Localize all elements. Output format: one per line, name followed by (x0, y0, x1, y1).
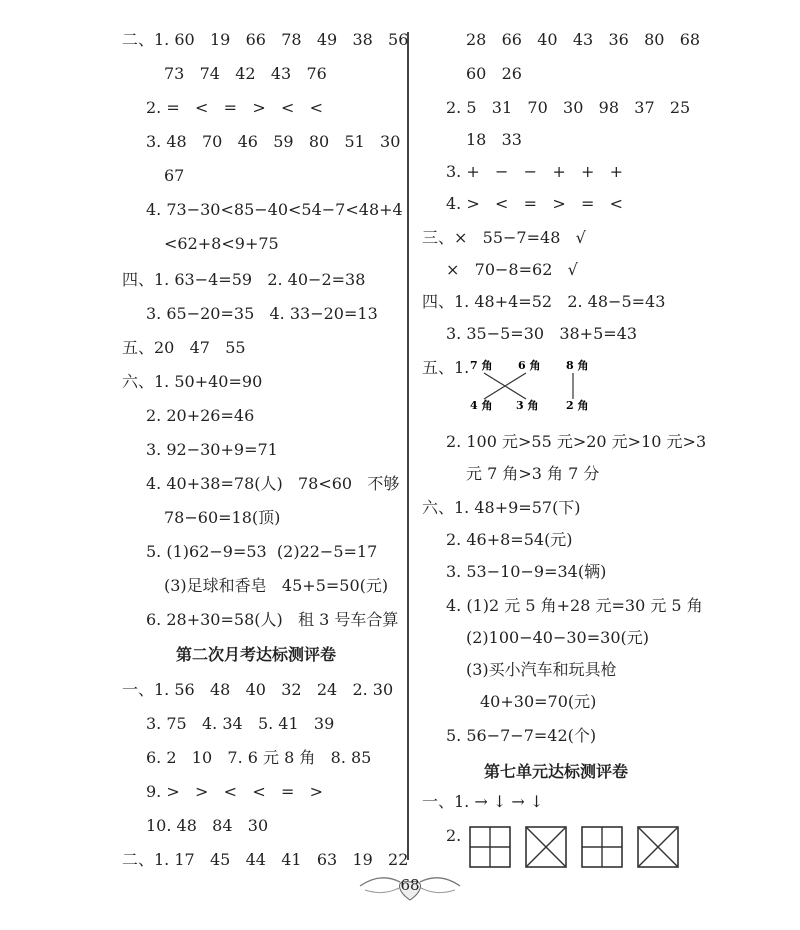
left-line: 四、1. 63−4=59 2. 40−2=38 (122, 270, 366, 289)
left-line: 3. 92−30+9=71 (146, 440, 278, 459)
left-line: 六、1. 50+40=90 (122, 372, 263, 391)
right-line: 三、× 55−7=48 √ (422, 228, 586, 247)
right-line: 3. + − − + + + (446, 162, 624, 181)
right-line: (2)100−40−30=30(元) (466, 628, 649, 647)
left-line: 9. > > < < = > (146, 782, 324, 801)
right-line: 2. 5 31 70 30 98 37 25 (446, 98, 691, 117)
matching-figure (462, 355, 602, 417)
right-line: 六、1. 48+9=57(下) (422, 498, 581, 517)
label-7-jiao: 7 角 (470, 359, 493, 372)
right-line: 3. 35−5=30 38+5=43 (446, 324, 638, 343)
left-line: 6. 28+30=58(人) 租 3 号车合算 (146, 610, 399, 629)
right-line: (3)买小汽车和玩具枪 (466, 660, 617, 679)
page-footer (355, 866, 465, 906)
square-diagonals (638, 827, 678, 867)
left-line: 五、20 47 55 (122, 338, 246, 357)
right-line: 五、1. (422, 358, 470, 377)
right-line: 40+30=70(元) (480, 692, 597, 711)
left-line: 2. = < = > < < (146, 98, 324, 117)
column-divider (407, 32, 409, 860)
label-8-jiao: 8 角 (566, 359, 589, 372)
left-line: 3. 48 70 46 59 80 51 30 (146, 132, 401, 151)
right-line: 元 7 角>3 角 7 分 (466, 464, 600, 483)
right-line: 2. 46+8=54(元) (446, 530, 573, 549)
right-line: 2. (446, 826, 462, 845)
page-number: 68 (400, 876, 420, 894)
right-line: 一、1. → ↓ → ↓ (422, 792, 544, 811)
left-line: 67 (164, 166, 185, 185)
left-line: <62+8<9+75 (164, 234, 279, 253)
left-line: 一、1. 56 48 40 32 24 2. 30 (122, 680, 394, 699)
left-line: 5. (1)62−9=53 (2)22−5=17 (146, 542, 378, 561)
right-line: 四、1. 48+4=52 2. 48−5=43 (422, 292, 666, 311)
left-line: 6. 2 10 7. 6 元 8 角 8. 85 (146, 748, 372, 767)
label-6-jiao: 6 角 (518, 359, 541, 372)
left-line: 4. 73−30<85−40<54−7<48+4 (146, 200, 403, 219)
section-heading: 第七单元达标测评卷 (484, 762, 629, 781)
section-heading: 第二次月考达标测评卷 (176, 645, 337, 664)
left-line: (3)足球和香皂 45+5=50(元) (164, 576, 389, 595)
left-line: 二、1. 17 45 44 41 63 19 22 (122, 850, 409, 869)
right-line: 4. (1)2 元 5 角+28 元=30 元 5 角 (446, 596, 703, 615)
right-line: 60 26 (466, 64, 522, 83)
left-line: 3. 75 4. 34 5. 41 39 (146, 714, 335, 733)
left-line: 二、1. 60 19 66 78 49 38 56 (122, 30, 409, 49)
label-2-jiao: 2 角 (566, 399, 589, 412)
left-line: 10. 48 84 30 (146, 816, 269, 835)
right-line: × 70−8=62 √ (446, 260, 578, 279)
right-line: 3. 53−10−9=34(辆) (446, 562, 607, 581)
square-cross-grid (470, 827, 510, 867)
right-line: 28 66 40 43 36 80 68 (466, 30, 701, 49)
right-line: 4. > < = > = < (446, 194, 624, 213)
left-line: 2. 20+26=46 (146, 406, 255, 425)
square-diagonals (526, 827, 566, 867)
square-cross-grid (582, 827, 622, 867)
label-4-jiao: 4 角 (470, 399, 493, 412)
squares-figure (468, 825, 688, 871)
left-line: 73 74 42 43 76 (164, 64, 327, 83)
right-line: 2. 100 元>55 元>20 元>10 元>3 (446, 432, 707, 451)
left-line: 78−60=18(顶) (164, 508, 281, 527)
left-line: 4. 40+38=78(人) 78<60 不够 (146, 474, 400, 493)
left-line: 3. 65−20=35 4. 33−20=13 (146, 304, 378, 323)
right-line: 5. 56−7−7=42(个) (446, 726, 597, 745)
label-3-jiao: 3 角 (516, 399, 539, 412)
right-line: 18 33 (466, 130, 522, 149)
